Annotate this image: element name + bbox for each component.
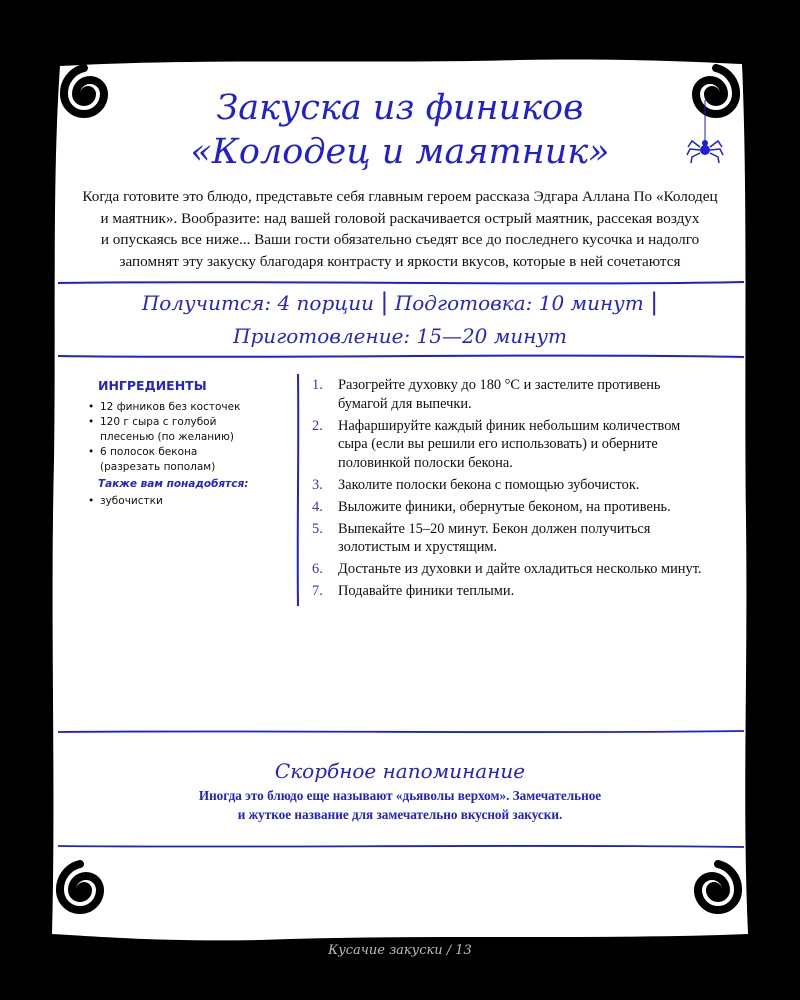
ingredients-list xyxy=(88,400,298,475)
also-needed-list xyxy=(88,494,298,509)
step-number: 7. xyxy=(312,583,323,599)
note-rule-bottom xyxy=(58,846,744,847)
meta-row-2 xyxy=(60,324,740,348)
note-line: и жуткое название для замечательно вкусной закуски. xyxy=(237,807,563,822)
step-text: Разогрейте духовку до 180 °C и застелите противень бумагой для выпечки. xyxy=(338,377,661,412)
step-text: Выпекайте 15–20 минут. Бекон должен получиться золотистым и хрустящим. xyxy=(338,520,651,555)
step-number: 5. xyxy=(312,520,323,537)
meta-rule-bottom xyxy=(58,356,744,357)
step-item xyxy=(312,582,707,601)
step-number: 3. xyxy=(312,476,323,493)
prep-time: Подготовка: 10 минут xyxy=(394,291,644,315)
note-text xyxy=(120,786,680,824)
step-number: 1. xyxy=(312,377,323,393)
step-text: Нафаршируйте каждый финик небольшим количеством сыра (если вы решили его использовать) и оберните половинкой полоски бекона. xyxy=(338,417,681,471)
ingredient-item: • 12 фиников без косточек xyxy=(88,400,298,415)
step-item xyxy=(312,376,707,413)
intro-line: Когда готовите это блюдо, представьте себя главным героем рассказа Эдгара Аллана По «Колодец xyxy=(82,188,718,205)
title-line-2: «Колодец и маятник» xyxy=(190,132,610,172)
step-number: 4. xyxy=(312,498,323,515)
also-needed-heading: Также вам понадобятся: xyxy=(98,478,249,490)
ingredients-heading: ИНГРЕДИЕНТЫ xyxy=(98,378,207,393)
note-heading: Скорбное напоминание xyxy=(274,759,526,783)
step-number: 2. xyxy=(312,417,323,434)
step-text: Выложите финики, обернутые беконом, на противень. xyxy=(338,498,671,515)
step-item xyxy=(312,520,707,557)
ingredient-item: • 6 полосок бекона (разрезать пополам) xyxy=(88,445,230,475)
cook-time: Приготовление: 15—20 минут xyxy=(233,324,567,348)
title-line-1: Закуска из фиников xyxy=(216,88,584,128)
note-rule-top xyxy=(58,731,744,732)
intro-line: запомнят эту закуску благодаря контрасту и яркости вкусов, которые в ней сочетаются xyxy=(119,252,681,270)
step-item xyxy=(312,417,707,473)
intro-line: и опускаясь все ниже... Ваши гости обязательно съедят все до последнего кусочка и надолго xyxy=(100,231,700,248)
step-item xyxy=(312,498,707,517)
meta-separator: | xyxy=(650,288,659,316)
meta-rule-top xyxy=(58,282,744,283)
servings: Получится: 4 порции xyxy=(141,291,374,315)
step-item xyxy=(312,560,707,579)
intro-paragraph xyxy=(70,186,730,272)
steps-list xyxy=(312,376,707,604)
meta-row-1 xyxy=(60,288,740,316)
step-text: Заколите полоски бекона с помощью зубочисток. xyxy=(338,476,640,493)
meta-separator: | xyxy=(380,288,389,316)
step-text: Подавайте финики теплыми. xyxy=(338,583,515,599)
step-item xyxy=(312,476,707,495)
note-line: Иногда это блюдо еще называют «дьяволы верхом». Замечательное xyxy=(198,788,602,803)
intro-line: и маятник». Вообразите: над вашей головой раскачивается острый маятник, рассекая воздух xyxy=(100,209,700,227)
page-footer: Кусачие закуски / 13 xyxy=(328,943,472,958)
also-needed-item: • зубочистки xyxy=(88,494,298,509)
step-text: Достаньте из духовки и дайте охладиться несколько минут. xyxy=(338,561,702,577)
step-number: 6. xyxy=(312,561,323,577)
ingredient-item: • 120 г сыра с голубой плесенью (по желанию) xyxy=(88,415,265,445)
